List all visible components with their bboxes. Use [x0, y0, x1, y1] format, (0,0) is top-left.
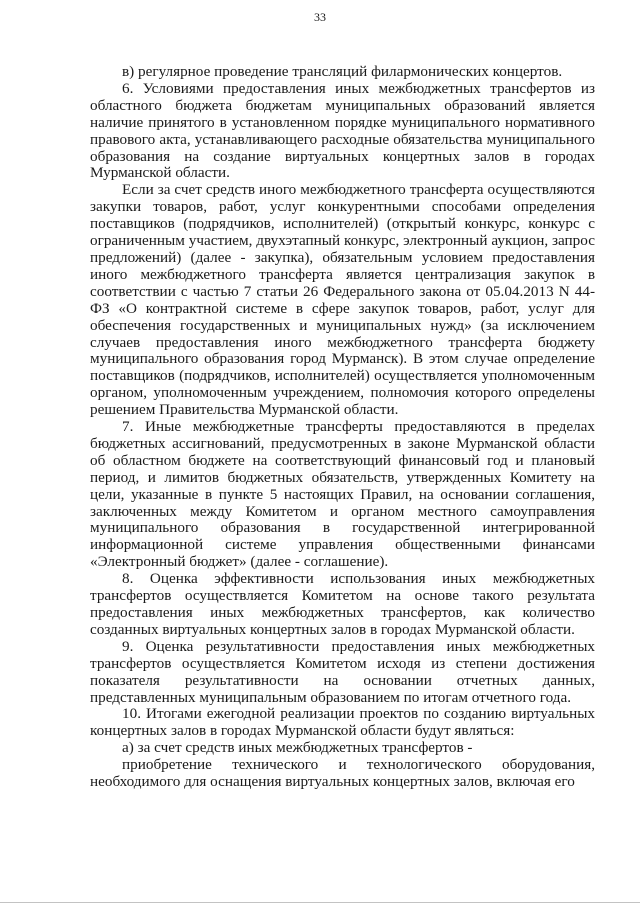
- bottom-divider: [0, 902, 640, 903]
- document-body: [90, 64, 595, 791]
- paragraph-6-procurement: Если за счет средств иного межбюджетного трансферта осуществляются закупки товаров, работ, услуг конкурентными способами определения поставщиков (подрядчиков, исполнителей) (открытый конкурс, конкурс с ограниченным участием, двухэтапный конкурс, электронный аукцион, запрос предложений) (далее - закупка), обязательным условием предоставления иного межбюджетного трансферта является централизация закупок в соответствии с частью 7 статьи 26 Федерального закона от 05.04.2013 N 44-ФЗ «О контрактной системе в сфере закупок товаров, работ, услуг для обеспечения государственных и муниципальных нужд» (за исключением случаев предоставления иного межбюджетного трансферта бюджету муниципального образования город Мурманск). В этом случае определение поставщиков (подрядчиков, исполнителей) осуществляется уполномоченным органом, уполномоченным учреждением, полномочия которого определены решением Правительства Мурманской области.: [90, 181, 595, 419]
- paragraph-10-item-a: а) за счет средств иных межбюджетных трансфертов -: [122, 739, 473, 757]
- page-number: 33: [314, 10, 326, 24]
- paragraph-10: 10. Итогами ежегодной реализации проектов по созданию виртуальных концертных залов в городах Мурманской области будут являться:: [90, 705, 595, 740]
- paragraph-9: 9. Оценка результативности предоставления иных межбюджетных трансфертов осуществляется Комитетом исходя из степени достижения показателя результативности на основании отчетных данных, представленных муниципальным образованием по итогам отчетного года.: [90, 637, 595, 706]
- paragraph-7: 7. Иные межбюджетные трансферты предоставляются в пределах бюджетных ассигнований, предусмотренных в законе Мурманской области об областном бюджете на соответствующий финансовый год и плановый период, и лимитов бюджетных обязательств, утвержденных Комитету на цели, указанные в пункте 5 настоящих Правил, на основании соглашения, заключенных между Комитетом и органом местного самоуправления муниципального образования в государственной интегрированной информационной системе управления общественными финансами «Электронный бюджет» (далее - соглашение).: [90, 418, 595, 571]
- paragraph-item-v: в) регулярное проведение трансляций филармонических концертов.: [122, 63, 563, 80]
- paragraph-8: 8. Оценка эффективности использования иных межбюджетных трансфертов осуществляется Комитетом на основе такого результата предоставления иных межбюджетных трансфертов, как количество созданных виртуальных концертных залов в городах Мурманской области.: [90, 570, 595, 638]
- paragraph-6: 6. Условиями предоставления иных межбюджетных трансфертов из областного бюджета бюджетам муниципальных образований является наличие принятого в установленном порядке муниципального нормативного правового акта, устанавливающего расходные обязательства муниципального образования на создание виртуальных концертных залов в городах Мурманской области.: [90, 79, 595, 182]
- paragraph-10-equipment: приобретение технического и технологического оборудования, необходимого для оснащения виртуальных концертных залов, включая его: [90, 756, 595, 791]
